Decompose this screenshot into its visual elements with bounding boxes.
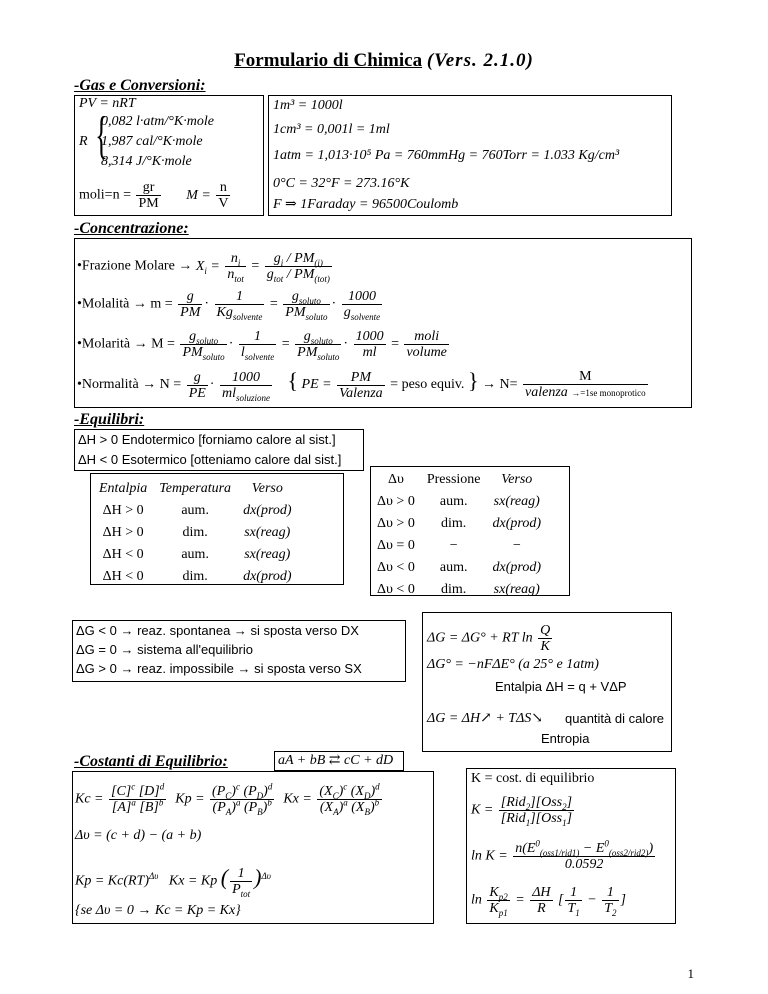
volume-table <box>371 469 547 601</box>
lnk-nernst: ln K = $\frac{n(E^0_{(oss1/rid1)} - E^0_{(oss2/rid2)})}{0.0592}$ <box>471 838 654 872</box>
gibbs-line: ΔG = 0 → sistema all'equilibrio <box>76 642 253 657</box>
dg-h-s: ΔG = ΔH↗ + TΔS↘ <box>427 711 544 726</box>
fraz-molare: •Frazione Molare → $X_i$ = $\frac{n_i}{n_{tot}}$ = $\frac{g_i / PM_{(i)}}{g_{tot} / PM_{(tot)}}$ <box>77 251 330 284</box>
table-row: Δυ = 0 − − <box>377 538 522 553</box>
table-row: ΔH < 0 aum. sx(reag) <box>102 547 291 562</box>
gibbs-line: ΔG > 0 → reaz. impossibile → si sposta verso SX <box>76 661 362 676</box>
moli-formula: moli=n = $\frac{gr}{PM}$ M = $\frac{n}{V}$ <box>79 180 229 211</box>
r-value-2: 1,987 cal/°K·mole <box>101 134 203 149</box>
normalita: •Normalità → N = $\frac{g}{PE}$ · $\frac{1000}{ml_{soluzione}}$ { PE = $\frac{PM}{\text{Valenza}}$ = peso equiv. } → N= $\frac{M}{\text{valenza →=1se monoprotico}}$ <box>77 368 646 403</box>
entropia-label: Entropia <box>541 731 590 746</box>
se-condition: {se Δυ = 0 → Kc = Kp = Kx} <box>75 903 241 918</box>
table-row: ΔH > 0 dim. sx(reag) <box>102 525 291 540</box>
page-number: 1 <box>687 966 694 981</box>
molalita: •Molalità → m = $\frac{g}{PM}$ · $\frac{1}{Kg_{solvente}}$ = $\frac{g_{soluto}}{PM_{soluto}}$ · $\frac{1000}{g_{solvente}}$ <box>77 289 381 322</box>
r-value-1: 0,082 l·atm/°K·mole <box>101 114 214 129</box>
delta-nu: Δυ = (c + d) − (a + b) <box>75 828 202 843</box>
conversion-line: 1cm³ = 0,001l = 1ml <box>273 122 390 137</box>
k-redox: K = $\frac{[Rid_2][Oss_2]}{[Rid_1][Oss_1]}$ <box>471 795 573 828</box>
kp-kx-relation: Kp = Kc(RT)$^{\Delta\upsilon}$ Kx = Kp ( $\frac{1}{P_{tot}}$ )$^{\Delta\upsilon}$ <box>75 864 271 899</box>
ideal-gas-law: PV = nRT <box>79 96 136 111</box>
gibbs-eq-box <box>422 612 672 752</box>
conc-box <box>74 238 692 408</box>
table-row: Δυ < 0 dim. sx(reag) <box>377 582 540 597</box>
r-label: R <box>79 134 88 149</box>
conversion-line: 1atm = 1,013·10⁵ Pa = 760mmHg = 760Torr = 1.033 Kg/cm³ <box>273 148 620 163</box>
k-redox-box <box>466 768 676 924</box>
page-title: Formulario di Chimica (Vers. 2.1.0) <box>234 50 534 71</box>
reaction-box <box>274 751 404 771</box>
gibbs-line: ΔG < 0 → reaz. spontanea → si sposta verso DX <box>76 623 359 638</box>
k-definition: K = cost. di equilibrio <box>471 771 595 786</box>
enthalpy-table-box <box>90 473 344 585</box>
reaction: aA + bB ⇄ cC + dD <box>278 753 394 768</box>
endo-eso-box <box>74 429 364 471</box>
table-row: Δυ < 0 aum. dx(prod) <box>377 560 541 575</box>
brace-glyph: { <box>95 107 108 164</box>
section-conc-heading: -Concentrazione: <box>74 220 189 237</box>
r-value-3: 8,314 J/°K·mole <box>101 154 192 169</box>
gas-box <box>74 95 264 216</box>
endo-line: ΔH > 0 Endotermico [forniamo calore al sist.] <box>78 432 336 447</box>
kc-kp-kx: Kc = $\frac{[C]^c [D]^d}{[A]^a [B]^b}$ Kp = $\frac{(P_C)^c (P_D)^d}{(P_A)^a (P_B)^b}$ Kx = $\frac{(X_C)^c (X_D)^d}{(X_A)^a (X_B)^b}$ <box>75 781 380 817</box>
enthalpy-table <box>93 478 298 588</box>
dg-equation: ΔG = ΔG° + RT ln $\frac{Q}{K}$ <box>427 623 551 654</box>
conversions-box <box>268 95 672 216</box>
section-gas-heading: -Gas e Conversioni: <box>74 77 206 94</box>
quantita-label: quantità di calore <box>565 711 665 726</box>
conversion-line: 1m³ = 1000l <box>273 98 343 113</box>
section-k-heading: -Costanti di Equilibrio: <box>74 753 228 770</box>
table-header-row: Entalpia Temperatura Verso <box>99 481 283 496</box>
vant-hoff: ln $\frac{K_{p2}}{K_{p1}}$ = $\frac{\Delta H}{R}$ [ $\frac{1}{T_1}$ − $\frac{1}{T_2}$ ] <box>471 885 626 918</box>
table-row: ΔH < 0 dim. dx(prod) <box>102 569 292 584</box>
table-row: Δυ > 0 dim. dx(prod) <box>377 516 541 531</box>
dg-standard: ΔG° = −nFΔE° (a 25° e 1atm) <box>427 657 599 672</box>
section-eq-heading: -Equilibri: <box>74 411 145 428</box>
conversion-line: 0°C = 32°F = 273.16°K <box>273 176 410 191</box>
table-row: Δυ > 0 aum. sx(reag) <box>377 494 540 509</box>
conversion-line: F ⇒ 1Faraday = 96500Coulomb <box>273 197 459 212</box>
eso-line: ΔH < 0 Esotermico [otteniamo calore dal sist.] <box>78 452 342 467</box>
volume-table-box <box>370 466 570 596</box>
molarita: •Molarità → M = $\frac{g_{soluto}}{PM_{soluto}}$ · $\frac{1}{l_{solvente}}$ = $\frac{g_{soluto}}{PM_{soluto}}$ · $\frac{1000}{ml}$ = $\frac{\text{moli}}{\text{volume}}$ <box>77 329 447 362</box>
entalpia-line: Entalpia ΔH = q + VΔP <box>495 679 627 694</box>
k-box <box>72 771 434 924</box>
gibbs-box <box>72 620 406 682</box>
table-header-row: Δυ Pressione Verso <box>387 472 533 487</box>
table-row: ΔH > 0 aum. dx(prod) <box>102 503 292 518</box>
